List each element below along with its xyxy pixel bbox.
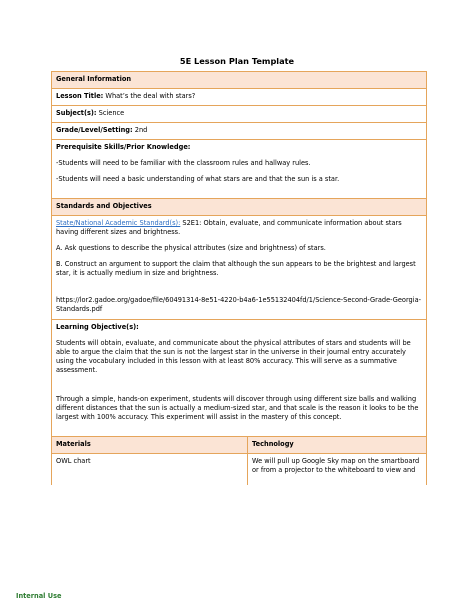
prereq-item-2: -Students will need a basic understanding of what stars are and that the sun is a star.	[56, 175, 340, 183]
grade-label: Grade/Level/Setting:	[56, 126, 133, 134]
grade-value: 2nd	[132, 126, 148, 134]
technology-header: Technology	[252, 440, 294, 448]
standards-url: https://lor2.gadoe.org/gadoe/file/60491314-8e51-4220-b4a6-1e55132404fd/1/Science-Second-Grade-Georgia-Standards.pdf	[56, 296, 421, 313]
objective-2: Through a simple, hands-on experiment, students will discover through using different size balls and walking different distances that the sun is actually a medium-sized star, and that scale is the reason it looks to be the largest with 100% accuracy. This experiment will assist in the mastery of this concept.	[56, 395, 419, 421]
internal-use-label: Internal Use	[16, 592, 62, 600]
objectives-label: Learning Objective(s):	[56, 323, 139, 331]
standards-row	[52, 216, 426, 320]
standards-text: S2E1: Obtain, evaluate, and communicate information about stars having different sizes and brightness.	[56, 219, 402, 236]
prereq-label: Prerequisite Skills/Prior Knowledge:	[56, 143, 191, 151]
general-info-header-text: General Information	[56, 75, 132, 83]
prereq-row	[52, 140, 426, 199]
lesson-title-row	[52, 89, 426, 106]
standards-link[interactable]: State/National Academic Standard(s):	[56, 219, 181, 227]
grade-row	[52, 123, 426, 140]
materials-item-1: OWL chart	[52, 454, 248, 485]
subjects-value: Science	[96, 109, 125, 117]
standard-a: A. Ask questions to describe the physical attributes (size and brightness) of stars.	[56, 244, 326, 252]
lesson-title-label: Lesson Title:	[56, 92, 104, 100]
technology-item-1: We will pull up Google Sky map on the smartboard or from a projector to the whiteboard to view and	[252, 457, 420, 474]
standards-header-text: Standards and Objectives	[56, 202, 152, 210]
general-info-header	[52, 72, 426, 89]
materials-header-row	[52, 437, 426, 454]
standards-header	[52, 199, 426, 216]
document-title: 5E Lesson Plan Template	[179, 56, 295, 66]
subjects-label: Subject(s):	[56, 109, 97, 117]
subjects-row	[52, 106, 426, 123]
standard-b: B. Construct an argument to support the claim that although the sun appears to be the brightest and largest star, it is actually medium in size and brightness.	[56, 260, 416, 277]
materials-header: Materials	[52, 437, 248, 453]
objective-1: Students will obtain, evaluate, and communicate about the physical attributes of stars and students will be able to argue the claim that the sun is not the largest star in the universe in their journal entry accurately using the vocabulary included in this lesson with at least 80% accuracy. This will serve as a summative assessment.	[56, 339, 411, 374]
prereq-item-1: -Students will need to be familiar with the classroom rules and hallway rules.	[56, 159, 311, 167]
objectives-row	[52, 320, 426, 437]
lesson-title-value: What’s the deal with stars?	[103, 92, 196, 100]
materials-row	[52, 454, 426, 485]
lesson-plan-table	[51, 71, 427, 485]
